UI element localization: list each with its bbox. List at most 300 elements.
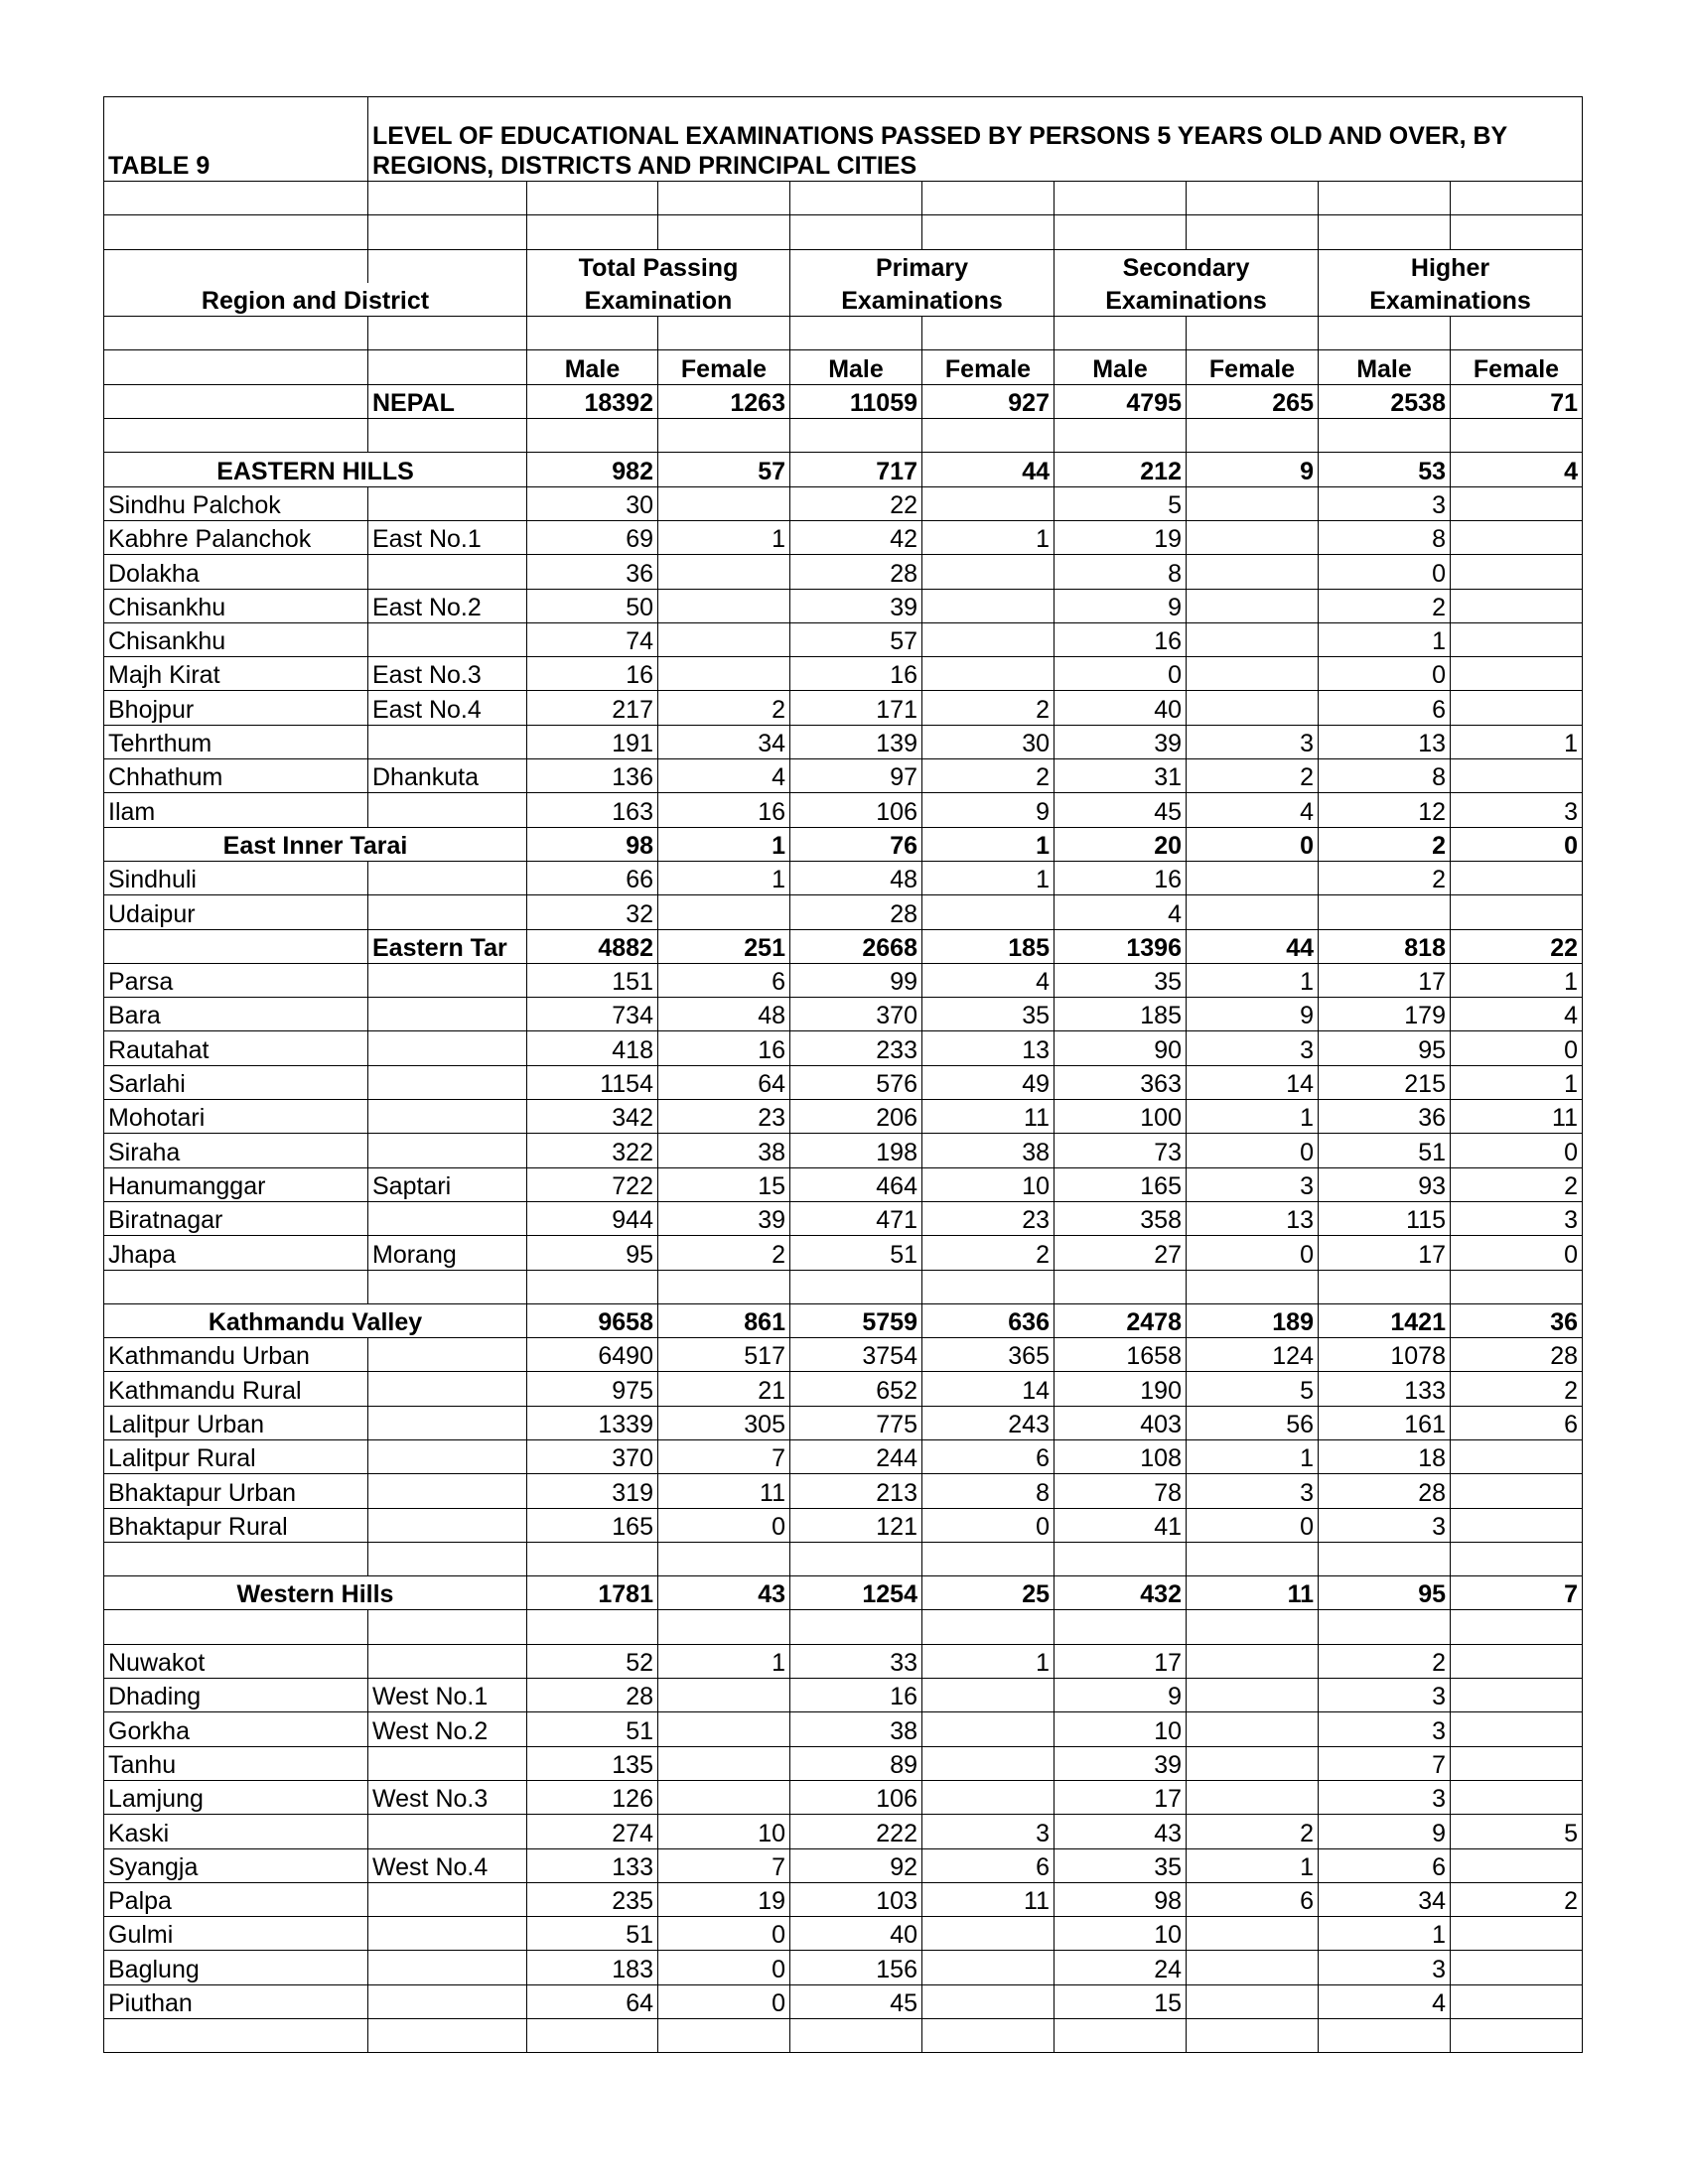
value-cell bbox=[1187, 486, 1319, 520]
section-name: Kathmandu Valley bbox=[104, 1303, 527, 1337]
district-name: Chisankhu bbox=[104, 622, 368, 656]
value-cell: 6 bbox=[1187, 1882, 1319, 1916]
value-cell: 191 bbox=[527, 725, 658, 758]
blank-row bbox=[104, 182, 1583, 215]
value-cell: 99 bbox=[790, 963, 922, 997]
value-cell: 16 bbox=[1055, 861, 1187, 894]
zone-name bbox=[368, 1644, 527, 1678]
empty-cell bbox=[527, 419, 658, 453]
district-name: Majh Kirat bbox=[104, 657, 368, 691]
value-cell: 2 bbox=[922, 1236, 1055, 1270]
district-name bbox=[104, 384, 368, 418]
value-cell: 56 bbox=[1187, 1406, 1319, 1439]
value-cell: 3 bbox=[1187, 725, 1319, 758]
subheader-cell: Female bbox=[1451, 350, 1583, 384]
section-name: EASTERN HILLS bbox=[104, 453, 527, 486]
value-cell: 21 bbox=[658, 1372, 790, 1406]
zone-name: West No.1 bbox=[368, 1679, 527, 1712]
total-row bbox=[104, 929, 1583, 963]
value-cell: 944 bbox=[527, 1201, 658, 1235]
value-cell: 35 bbox=[1055, 963, 1187, 997]
zone-name: West No.3 bbox=[368, 1780, 527, 1814]
subheader-cell: Female bbox=[922, 350, 1055, 384]
value-cell: 1 bbox=[1451, 1065, 1583, 1099]
value-cell: 2 bbox=[1319, 1644, 1451, 1678]
value-cell: 66 bbox=[527, 861, 658, 894]
value-cell: 7 bbox=[658, 1848, 790, 1882]
table-row bbox=[104, 1439, 1583, 1473]
zone-name bbox=[368, 1815, 527, 1848]
empty-cell bbox=[1319, 2019, 1451, 2053]
table-row bbox=[104, 1167, 1583, 1201]
empty-cell bbox=[922, 2019, 1055, 2053]
district-name: Parsa bbox=[104, 963, 368, 997]
value-cell: 23 bbox=[922, 1201, 1055, 1235]
value-cell: 39 bbox=[658, 1201, 790, 1235]
value-cell: 6 bbox=[922, 1439, 1055, 1473]
value-cell bbox=[1187, 1951, 1319, 1984]
value-cell: 1339 bbox=[527, 1406, 658, 1439]
empty-cell bbox=[922, 1610, 1055, 1644]
value-cell: 20 bbox=[1055, 827, 1187, 861]
value-cell: 2 bbox=[1451, 1372, 1583, 1406]
table-row bbox=[104, 1134, 1583, 1167]
subheader-cell: Male bbox=[527, 350, 658, 384]
table-row bbox=[104, 793, 1583, 827]
value-cell: 36 bbox=[1451, 1303, 1583, 1337]
subheader-cell: Male bbox=[1055, 350, 1187, 384]
district-name: Mohotari bbox=[104, 1100, 368, 1134]
subheader-cell: Female bbox=[1187, 350, 1319, 384]
district-name: Bhaktapur Rural bbox=[104, 1508, 368, 1542]
value-cell: 8 bbox=[1319, 520, 1451, 554]
value-cell bbox=[1451, 1508, 1583, 1542]
table-title: LEVEL OF EDUCATIONAL EXAMINATIONS PASSED BY PERSONS 5 YEARS OLD AND OVER, BY REGIONS, DISTRICTS AND PRINCIPAL CITIES bbox=[368, 97, 1583, 182]
value-cell: 10 bbox=[658, 1815, 790, 1848]
header-primary-line2: Examinations bbox=[790, 283, 1055, 317]
value-cell: 1 bbox=[1451, 963, 1583, 997]
value-cell: 40 bbox=[1055, 691, 1187, 725]
value-cell: 15 bbox=[1055, 1984, 1187, 2018]
value-cell: 135 bbox=[527, 1746, 658, 1780]
value-cell: 16 bbox=[527, 657, 658, 691]
value-cell: 39 bbox=[1055, 725, 1187, 758]
value-cell: 17 bbox=[1055, 1644, 1187, 1678]
zone-name bbox=[368, 1201, 527, 1235]
zone-name bbox=[368, 622, 527, 656]
district-name: Kathmandu Rural bbox=[104, 1372, 368, 1406]
header-secondary-line1: Secondary bbox=[1055, 249, 1319, 283]
zone-name bbox=[368, 1439, 527, 1473]
value-cell: 98 bbox=[527, 827, 658, 861]
zone-name bbox=[368, 486, 527, 520]
value-cell: 4 bbox=[1187, 793, 1319, 827]
value-cell: 19 bbox=[1055, 520, 1187, 554]
value-cell: 0 bbox=[658, 1951, 790, 1984]
value-cell: 14 bbox=[922, 1372, 1055, 1406]
table-row bbox=[104, 861, 1583, 894]
value-cell: 2 bbox=[1319, 861, 1451, 894]
district-name: Kabhre Palanchok bbox=[104, 520, 368, 554]
value-cell: 17 bbox=[1319, 1236, 1451, 1270]
table-row bbox=[104, 1201, 1583, 1235]
value-cell: 92 bbox=[790, 1848, 922, 1882]
blank-row bbox=[104, 1610, 1583, 1644]
value-cell: 403 bbox=[1055, 1406, 1187, 1439]
table-row bbox=[104, 1815, 1583, 1848]
value-cell: 13 bbox=[1319, 725, 1451, 758]
value-cell: 165 bbox=[1055, 1167, 1187, 1201]
value-cell: 1 bbox=[922, 1644, 1055, 1678]
value-cell bbox=[658, 1679, 790, 1712]
table-row bbox=[104, 759, 1583, 793]
zone-name: West No.2 bbox=[368, 1712, 527, 1746]
value-cell: 3 bbox=[1319, 1780, 1451, 1814]
value-cell: 51 bbox=[790, 1236, 922, 1270]
table-row bbox=[104, 1679, 1583, 1712]
value-cell bbox=[922, 555, 1055, 589]
table-row bbox=[104, 963, 1583, 997]
value-cell: 11 bbox=[922, 1100, 1055, 1134]
zone-name bbox=[368, 861, 527, 894]
value-cell: 115 bbox=[1319, 1201, 1451, 1235]
value-cell: 861 bbox=[658, 1303, 790, 1337]
value-cell: 100 bbox=[1055, 1100, 1187, 1134]
value-cell: 11 bbox=[1451, 1100, 1583, 1134]
value-cell bbox=[658, 555, 790, 589]
value-cell: 2 bbox=[658, 691, 790, 725]
section-row bbox=[104, 827, 1583, 861]
value-cell bbox=[1451, 1679, 1583, 1712]
district-name: Nuwakot bbox=[104, 1644, 368, 1678]
value-cell: 1 bbox=[1187, 1439, 1319, 1473]
value-cell: 251 bbox=[658, 929, 790, 963]
empty-cell bbox=[1187, 1270, 1319, 1303]
empty-cell bbox=[104, 419, 368, 453]
table-row bbox=[104, 1882, 1583, 1916]
value-cell: 243 bbox=[922, 1406, 1055, 1439]
value-cell bbox=[658, 895, 790, 929]
value-cell: 36 bbox=[1319, 1100, 1451, 1134]
district-name: Chhathum bbox=[104, 759, 368, 793]
value-cell: 1421 bbox=[1319, 1303, 1451, 1337]
blank-row bbox=[104, 1542, 1583, 1575]
value-cell: 69 bbox=[527, 520, 658, 554]
value-cell: 45 bbox=[1055, 793, 1187, 827]
header-primary-line1: Primary bbox=[790, 249, 1055, 283]
value-cell: 5 bbox=[1451, 1815, 1583, 1848]
value-cell: 40 bbox=[790, 1917, 922, 1951]
zone-name: Dhankuta bbox=[368, 759, 527, 793]
empty-cell bbox=[1055, 1542, 1187, 1575]
value-cell: 5 bbox=[1055, 486, 1187, 520]
value-cell: 4795 bbox=[1055, 384, 1187, 418]
value-cell: 464 bbox=[790, 1167, 922, 1201]
section-name: Western Hills bbox=[104, 1576, 527, 1610]
value-cell bbox=[1187, 691, 1319, 725]
value-cell: 11 bbox=[1187, 1576, 1319, 1610]
value-cell: 2 bbox=[922, 759, 1055, 793]
value-cell: 1 bbox=[1319, 622, 1451, 656]
value-cell: 0 bbox=[922, 1508, 1055, 1542]
value-cell: 121 bbox=[790, 1508, 922, 1542]
value-cell: 274 bbox=[527, 1815, 658, 1848]
empty-cell bbox=[1187, 1610, 1319, 1644]
district-name: Hanumanggar bbox=[104, 1167, 368, 1201]
value-cell: 38 bbox=[922, 1134, 1055, 1167]
zone-name bbox=[368, 1746, 527, 1780]
value-cell: 22 bbox=[790, 486, 922, 520]
value-cell: 9 bbox=[1319, 1815, 1451, 1848]
empty-cell bbox=[1055, 419, 1187, 453]
empty-cell bbox=[658, 1610, 790, 1644]
empty-cell bbox=[527, 2019, 658, 2053]
value-cell: 2 bbox=[1319, 827, 1451, 861]
district-name: Rautahat bbox=[104, 1031, 368, 1065]
value-cell: 39 bbox=[1055, 1746, 1187, 1780]
value-cell: 31 bbox=[1055, 759, 1187, 793]
table-row bbox=[104, 1984, 1583, 2018]
district-name: Sarlahi bbox=[104, 1065, 368, 1099]
value-cell: 2538 bbox=[1319, 384, 1451, 418]
value-cell: 24 bbox=[1055, 1951, 1187, 1984]
value-cell: 1781 bbox=[527, 1576, 658, 1610]
value-cell: 38 bbox=[658, 1134, 790, 1167]
value-cell: 1263 bbox=[658, 384, 790, 418]
value-cell: 322 bbox=[527, 1134, 658, 1167]
table-row bbox=[104, 555, 1583, 589]
value-cell bbox=[922, 895, 1055, 929]
value-cell: 3 bbox=[1319, 1951, 1451, 1984]
value-cell bbox=[922, 622, 1055, 656]
value-cell: 652 bbox=[790, 1372, 922, 1406]
table-row bbox=[104, 622, 1583, 656]
value-cell bbox=[1187, 1780, 1319, 1814]
value-cell: 0 bbox=[1451, 827, 1583, 861]
value-cell: 11059 bbox=[790, 384, 922, 418]
value-cell bbox=[1187, 1644, 1319, 1678]
value-cell bbox=[1187, 1917, 1319, 1951]
value-cell: 636 bbox=[922, 1303, 1055, 1337]
value-cell bbox=[922, 657, 1055, 691]
header-total-line1: Total Passing bbox=[527, 249, 790, 283]
zone-name bbox=[368, 793, 527, 827]
value-cell: 95 bbox=[527, 1236, 658, 1270]
value-cell: 2478 bbox=[1055, 1303, 1187, 1337]
value-cell: 6 bbox=[658, 963, 790, 997]
value-cell: 305 bbox=[658, 1406, 790, 1439]
value-cell: 10 bbox=[1055, 1712, 1187, 1746]
zone-name bbox=[368, 1065, 527, 1099]
value-cell: 3 bbox=[1319, 1712, 1451, 1746]
value-cell: 57 bbox=[658, 453, 790, 486]
zone-name bbox=[368, 1474, 527, 1508]
value-cell: 342 bbox=[527, 1100, 658, 1134]
empty-cell bbox=[1055, 1270, 1187, 1303]
value-cell: 45 bbox=[790, 1984, 922, 2018]
value-cell: 0 bbox=[658, 1508, 790, 1542]
value-cell bbox=[1451, 759, 1583, 793]
district-name: Piuthan bbox=[104, 1984, 368, 2018]
table-row bbox=[104, 1100, 1583, 1134]
value-cell: 15 bbox=[658, 1167, 790, 1201]
table-row bbox=[104, 1406, 1583, 1439]
value-cell: 206 bbox=[790, 1100, 922, 1134]
value-cell: 1 bbox=[658, 520, 790, 554]
value-cell: 25 bbox=[922, 1576, 1055, 1610]
value-cell: 185 bbox=[922, 929, 1055, 963]
empty-cell bbox=[658, 2019, 790, 2053]
value-cell bbox=[658, 657, 790, 691]
value-cell bbox=[658, 1746, 790, 1780]
value-cell: 217 bbox=[527, 691, 658, 725]
value-cell: 165 bbox=[527, 1508, 658, 1542]
district-name: Sindhuli bbox=[104, 861, 368, 894]
table-row bbox=[104, 1065, 1583, 1099]
empty-cell bbox=[1187, 1542, 1319, 1575]
subheader-cell: Male bbox=[1319, 350, 1451, 384]
value-cell bbox=[1451, 486, 1583, 520]
value-cell: 6 bbox=[1319, 1848, 1451, 1882]
value-cell: 64 bbox=[527, 1984, 658, 2018]
header-region: Region and District bbox=[104, 283, 527, 317]
value-cell: 0 bbox=[1187, 1236, 1319, 1270]
value-cell: 2 bbox=[1451, 1167, 1583, 1201]
value-cell: 32 bbox=[527, 895, 658, 929]
value-cell: 10 bbox=[922, 1167, 1055, 1201]
value-cell: 4882 bbox=[527, 929, 658, 963]
table-row bbox=[104, 1474, 1583, 1508]
zone-name: East No.2 bbox=[368, 589, 527, 622]
value-cell: 39 bbox=[790, 589, 922, 622]
group-header-row-1 bbox=[104, 249, 1583, 283]
value-cell: 9 bbox=[922, 793, 1055, 827]
value-cell: 17 bbox=[1319, 963, 1451, 997]
zone-name bbox=[368, 555, 527, 589]
value-cell: 106 bbox=[790, 793, 922, 827]
value-cell bbox=[1187, 622, 1319, 656]
value-cell bbox=[922, 1917, 1055, 1951]
section-name: East Inner Tarai bbox=[104, 827, 527, 861]
value-cell bbox=[922, 1679, 1055, 1712]
value-cell: 1 bbox=[922, 520, 1055, 554]
zone-name bbox=[368, 1984, 527, 2018]
zone-name: Morang bbox=[368, 1236, 527, 1270]
value-cell: 0 bbox=[658, 1984, 790, 2018]
table-row bbox=[104, 486, 1583, 520]
value-cell: 52 bbox=[527, 1644, 658, 1678]
value-cell: 51 bbox=[527, 1917, 658, 1951]
value-cell: 370 bbox=[790, 998, 922, 1031]
section-row bbox=[104, 1576, 1583, 1610]
value-cell bbox=[922, 1984, 1055, 2018]
value-cell: 74 bbox=[527, 622, 658, 656]
value-cell: 95 bbox=[1319, 1576, 1451, 1610]
value-cell: 1 bbox=[1451, 725, 1583, 758]
zone-name: Eastern Tar bbox=[368, 929, 527, 963]
value-cell bbox=[658, 1780, 790, 1814]
zone-name bbox=[368, 963, 527, 997]
value-cell: 11 bbox=[922, 1882, 1055, 1916]
value-cell: 151 bbox=[527, 963, 658, 997]
value-cell: 233 bbox=[790, 1031, 922, 1065]
value-cell: 183 bbox=[527, 1951, 658, 1984]
value-cell bbox=[1187, 555, 1319, 589]
value-cell: 8 bbox=[1319, 759, 1451, 793]
value-cell: 97 bbox=[790, 759, 922, 793]
value-cell: 76 bbox=[790, 827, 922, 861]
zone-name bbox=[368, 725, 527, 758]
table-row bbox=[104, 691, 1583, 725]
value-cell: 108 bbox=[1055, 1439, 1187, 1473]
value-cell: 16 bbox=[658, 1031, 790, 1065]
empty-cell bbox=[1055, 2019, 1187, 2053]
value-cell bbox=[1451, 1917, 1583, 1951]
value-cell: 48 bbox=[790, 861, 922, 894]
value-cell: 212 bbox=[1055, 453, 1187, 486]
value-cell bbox=[658, 486, 790, 520]
district-name: Sindhu Palchok bbox=[104, 486, 368, 520]
district-name: Ilam bbox=[104, 793, 368, 827]
value-cell: 28 bbox=[790, 895, 922, 929]
value-cell: 6 bbox=[922, 1848, 1055, 1882]
empty-cell bbox=[1319, 1610, 1451, 1644]
value-cell: 38 bbox=[790, 1712, 922, 1746]
district-name: Biratnagar bbox=[104, 1201, 368, 1235]
table-row bbox=[104, 1372, 1583, 1406]
value-cell bbox=[1451, 1439, 1583, 1473]
empty-cell bbox=[527, 1542, 658, 1575]
value-cell: 156 bbox=[790, 1951, 922, 1984]
empty-cell bbox=[790, 1542, 922, 1575]
value-cell: 7 bbox=[658, 1439, 790, 1473]
empty-cell bbox=[1187, 419, 1319, 453]
value-cell bbox=[922, 1780, 1055, 1814]
zone-name bbox=[368, 1951, 527, 1984]
value-cell bbox=[1187, 895, 1319, 929]
value-cell: 358 bbox=[1055, 1201, 1187, 1235]
zone-name bbox=[368, 1031, 527, 1065]
value-cell: 73 bbox=[1055, 1134, 1187, 1167]
empty-cell bbox=[1451, 419, 1583, 453]
zone-name bbox=[368, 895, 527, 929]
value-cell: 3 bbox=[1451, 1201, 1583, 1235]
value-cell: 215 bbox=[1319, 1065, 1451, 1099]
blank-row bbox=[104, 1270, 1583, 1303]
value-cell: 0 bbox=[1319, 555, 1451, 589]
table-row bbox=[104, 1951, 1583, 1984]
value-cell: 1 bbox=[658, 1644, 790, 1678]
value-cell: 1396 bbox=[1055, 929, 1187, 963]
zone-name bbox=[368, 1508, 527, 1542]
value-cell: 35 bbox=[922, 998, 1055, 1031]
value-cell: 98 bbox=[1055, 1882, 1187, 1916]
value-cell bbox=[922, 486, 1055, 520]
header-higher-line1: Higher bbox=[1319, 249, 1583, 283]
value-cell bbox=[1451, 622, 1583, 656]
value-cell: 16 bbox=[1055, 622, 1187, 656]
value-cell: 265 bbox=[1187, 384, 1319, 418]
value-cell: 12 bbox=[1319, 793, 1451, 827]
table-row bbox=[104, 1848, 1583, 1882]
value-cell: 717 bbox=[790, 453, 922, 486]
blank-row bbox=[104, 317, 1583, 350]
value-cell bbox=[1187, 1746, 1319, 1780]
table-row bbox=[104, 1031, 1583, 1065]
value-cell: 11 bbox=[658, 1474, 790, 1508]
value-cell: 8 bbox=[1055, 555, 1187, 589]
value-cell bbox=[1451, 657, 1583, 691]
